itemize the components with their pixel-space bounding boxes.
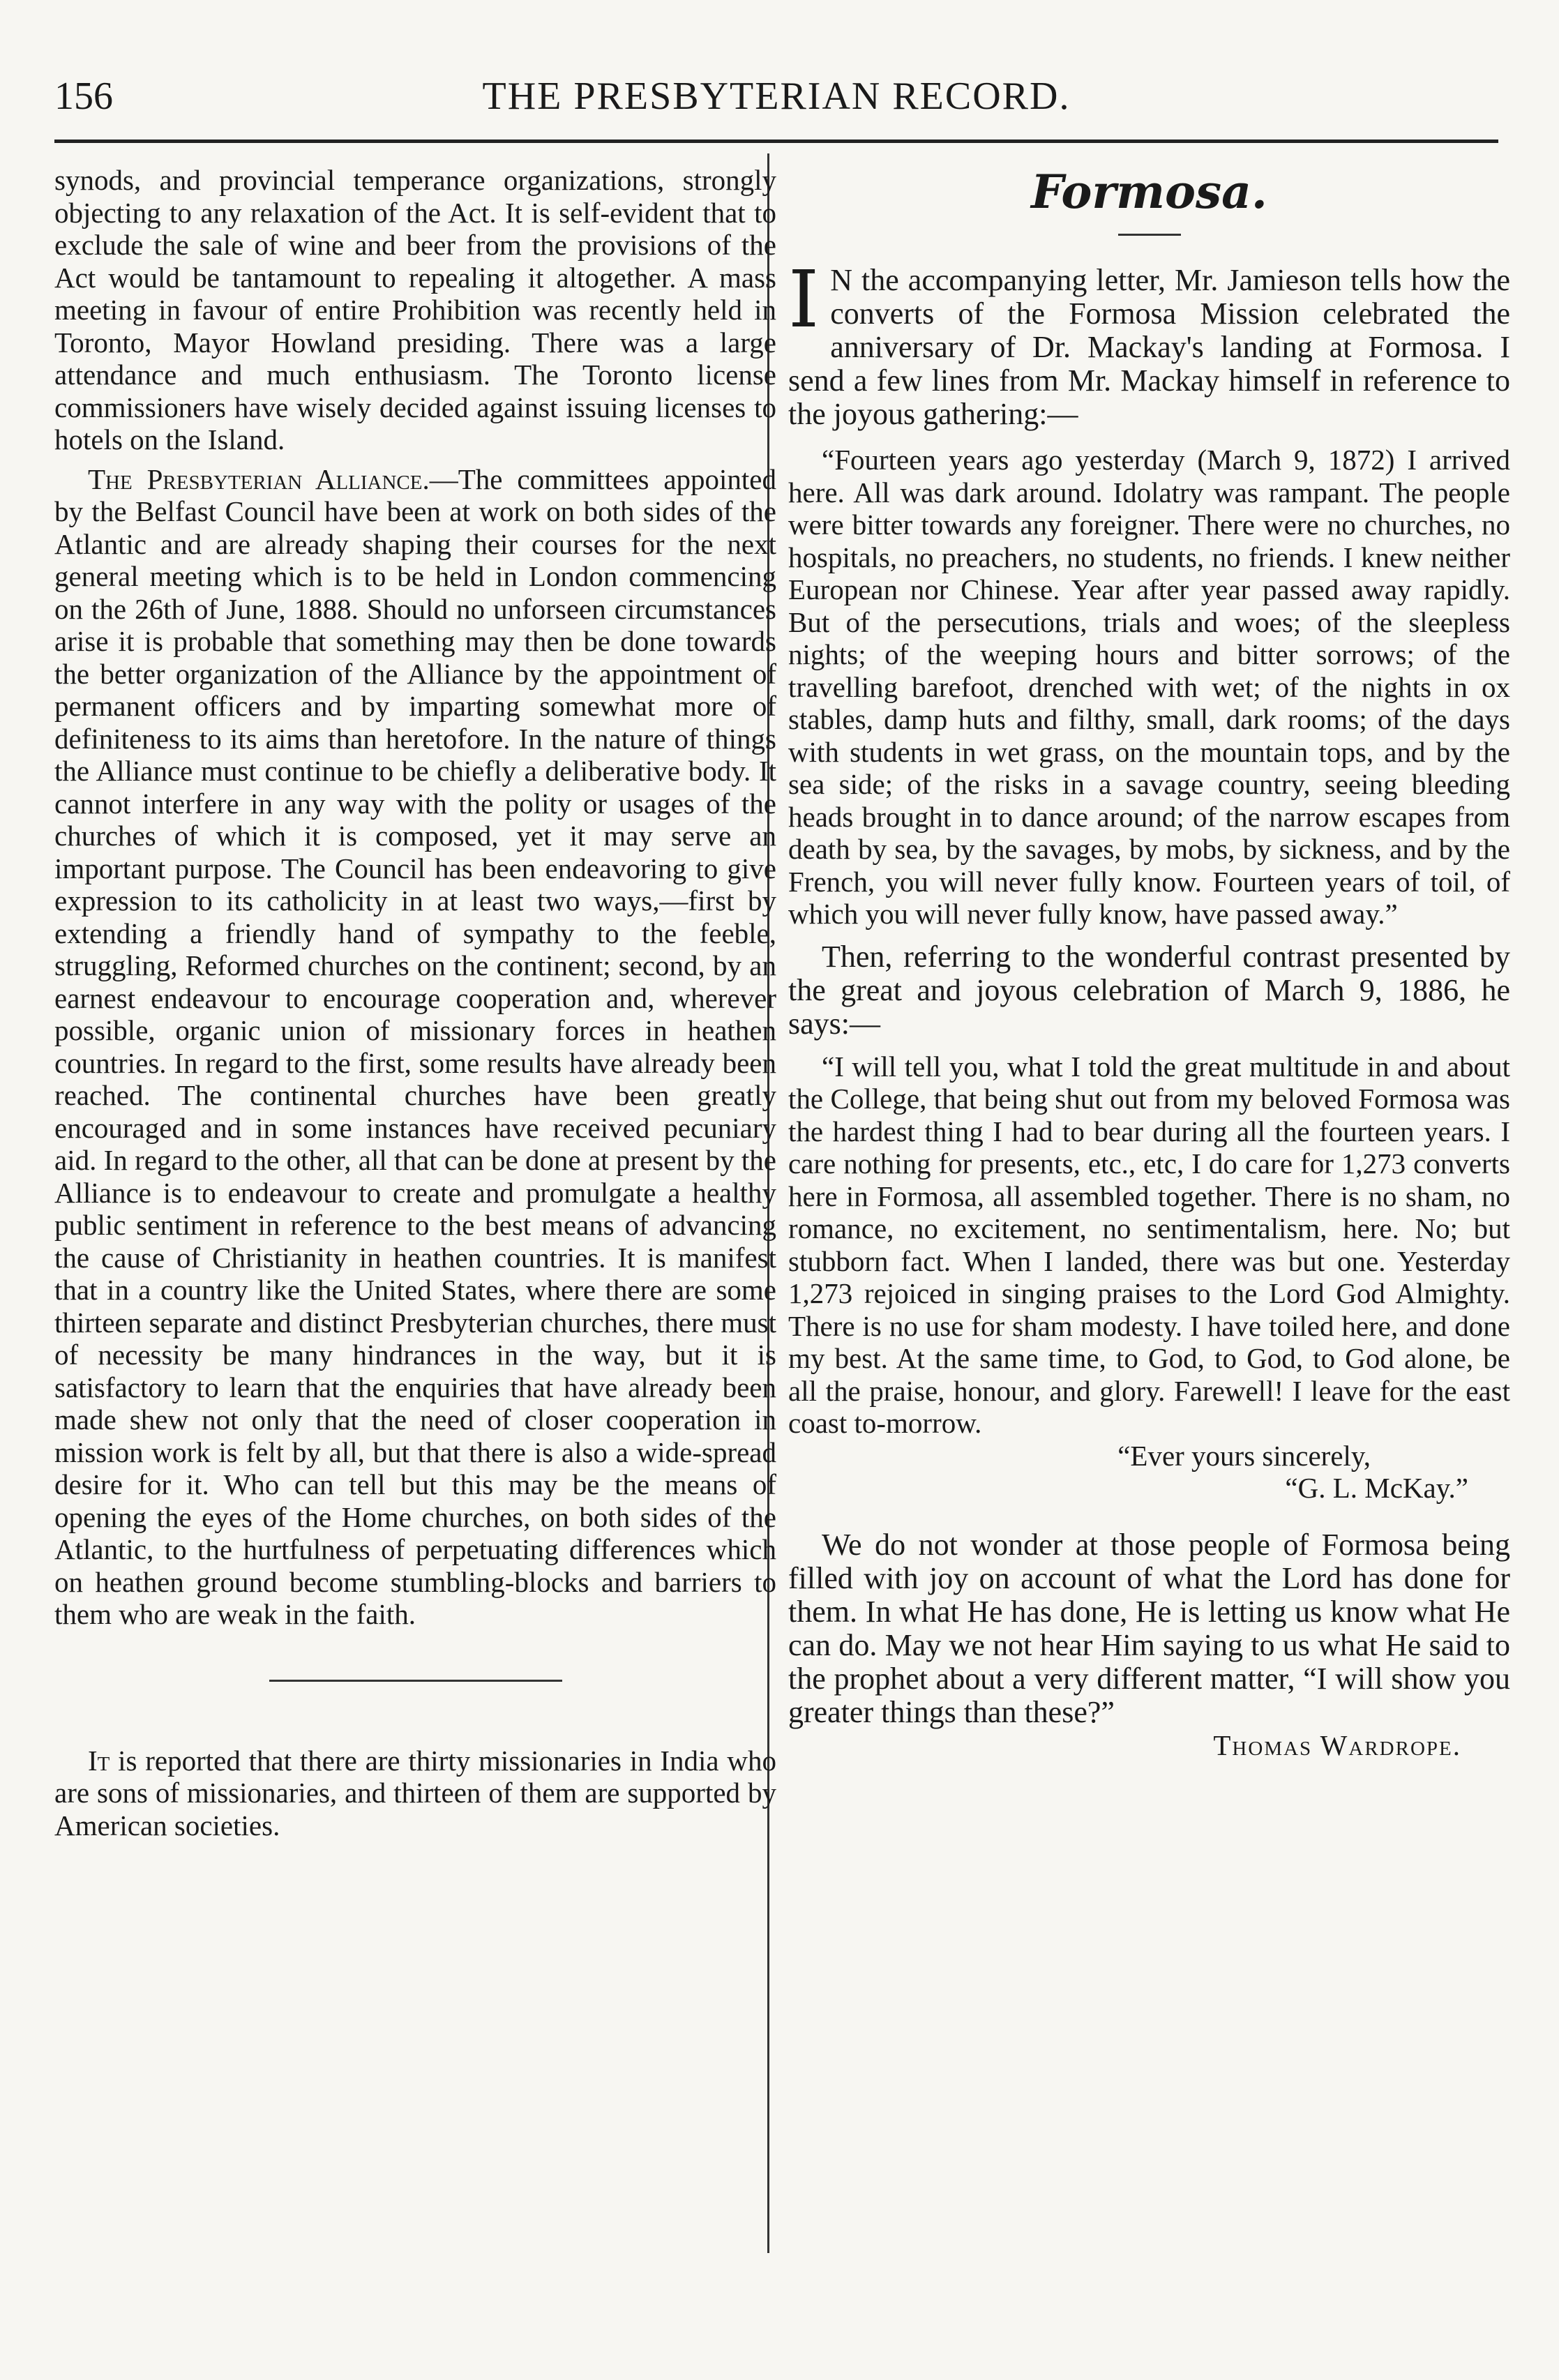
section-title: Formosa. <box>1031 165 1267 219</box>
temperance-paragraph: synods, and provincial temperance organizations, strongly objecting to any relaxation of the Act. It is self-evident that to exclude the sale of wine and beer from the provisions of the Act would be tantamount to repealing it altogether. A mass meeting in favour of entire Prohibition was recently held in Toronto, Mayor Howland presiding. There was a large attendance and much enthusiasm. The Toronto license commissioners have wisely decided against issuing licenses to hotels on the Island. <box>54 164 776 455</box>
contrast-paragraph: Then, referring to the wonderful contrast presented by the great and joyous celebration of March 9, 1886, he says:— <box>788 939 1510 1041</box>
second-quote: “I will tell you, what I told the great multitude in and about the College, that being shut out from my beloved Formosa was the hardest thing I had to bear during all the fourteen years. I care nothing for presents, etc., etc, I do care for 1,273 converts here in Formosa, all assembled together. There is no sham, no romance, no excitement, no sentimentalism, here. No; but stubborn fact. When I landed, there was but one. Yesterday 1,273 rejoiced in singing praises to the Lord God Almighty. There is no use for sham modesty. I have toiled here, and done my best. At the same time, to God, to God, to God alone, be all the praise, honour, and glory. Farewell! I leave for the east coast to-morrow. <box>788 1050 1510 1439</box>
missionaries-paragraph <box>54 1745 776 1842</box>
left-column <box>54 164 776 1842</box>
title-rule <box>1118 234 1181 236</box>
intro-paragraph <box>788 255 1510 431</box>
signoff: “Ever yours sincerely, <box>1117 1439 1371 1472</box>
right-column <box>788 164 1510 1761</box>
section-rule <box>269 1680 562 1682</box>
page-header <box>54 61 1498 138</box>
first-quote: “Fourteen years ago yesterday (March 9, 1872) I arrived here. All was dark around. Idolatry was rampant. The people were bitter towards any foreigner. There were no churches, no hospitals, no preachers, no students, no friends. I knew neither European nor Chinese. Year after year passed away rapidly. But of the persecutions, trials and woes; of the sleepless nights; of the weeping hours and bitter sorrows; of the travelling barefoot, drenched with wet; of the nights in ox stables, damp huts and filthy, small, dark rooms; of the days with students in wet grass, on the mountain tops, and by the sea side; of the risks in a savage country, seeing bleeding heads brought in to dance around; of the narrow escapes from death by sea, by the savages, by mobs, by sickness, and by the French, you will never fully know. Fourteen years of toil, of which you will never fully know, have passed away.” <box>788 444 1510 930</box>
missionaries-lead: It <box>88 1744 110 1777</box>
intro-text: N the accompanying letter, Mr. Jamieson tells how the converts of the Formosa Mission celebrated the anniversary of Dr. Mackay's landing at Formosa. I send a few lines from Mr. Mackay himself in reference to the joyous gathering:— <box>788 263 1510 431</box>
signoff-name: “G. L. McKay.” <box>1285 1472 1468 1504</box>
closing-paragraph: We do not wonder at those people of Formosa being filled with joy on account of what the Lord has done for them. In what He has done, He is letting us know what He can do. May we not hear Him saying to us what He said to the prophet about a very different matter, “I will show you greater things than these?” <box>788 1527 1510 1729</box>
author-signature: Thomas Wardrope. <box>1213 1728 1461 1761</box>
alliance-paragraph <box>54 463 776 1631</box>
missionaries-body: is reported that there are thirty missionaries in India who are sons of missionaries, and thirteen of them are supported by American societies. <box>54 1744 776 1842</box>
drop-cap: I <box>788 255 820 345</box>
running-title: THE PRESBYTERIAN RECORD. <box>482 75 1071 118</box>
page-number: 156 <box>54 75 113 118</box>
alliance-body: —The committees appointed by the Belfast Council have been at work on both sides of the Atlantic and are already shaping their courses for the next general meeting which is to be held in London commencing on the 26th of June, 1888. Should no unforseen circumstances arise it is probable that something may then be done towards the better organization of the Alliance by the appointment of permanent officers and by imparting somewhat more of definiteness to its aims than heretofore. In the nature of things the Alliance must continue to be chiefly a deliberative body. It cannot interfere in any way with the polity or usages of the churches of which it is composed, yet it may serve an important purpose. The Council has been endeavoring to give expression to its catholicity in at least two ways,—first by extending a friendly hand of sympathy to the feeble, struggling, Reformed churches on the continent; second, by an earnest endeavour to encourage cooperation and, wherever possible, organic union of missionary forces in heathen countries. In regard to the first, some results have already been reached. The continental churches have been greatly encouraged and in some instances have received pecuniary aid. In regard to the other, all that can be done at present by the Alliance is to endeavour to create and promulgate a healthy public sentiment in reference to the best means of advancing the cause of Christianity in heathen countries. It is manifest that in a country like the United States, where there are some thirteen separate and distinct Presbyterian churches, there must of necessity be many hindrances in the way, but it is satisfactory to learn that the enquiries that have already been made shew not only that the need of closer cooperation in mission work is felt by all, but that there is also a wide-spread desire for it. Who can tell but this may be the means of opening the eyes of the Home churches, on both sides of the Atlantic, to the hurtfulness of perpetuating differences which on heathen ground become stumbling-blocks and barriers to them who are weak in the faith. <box>54 462 776 1630</box>
alliance-heading: The Presbyterian Alliance. <box>88 462 430 495</box>
header-rule <box>54 140 1498 143</box>
